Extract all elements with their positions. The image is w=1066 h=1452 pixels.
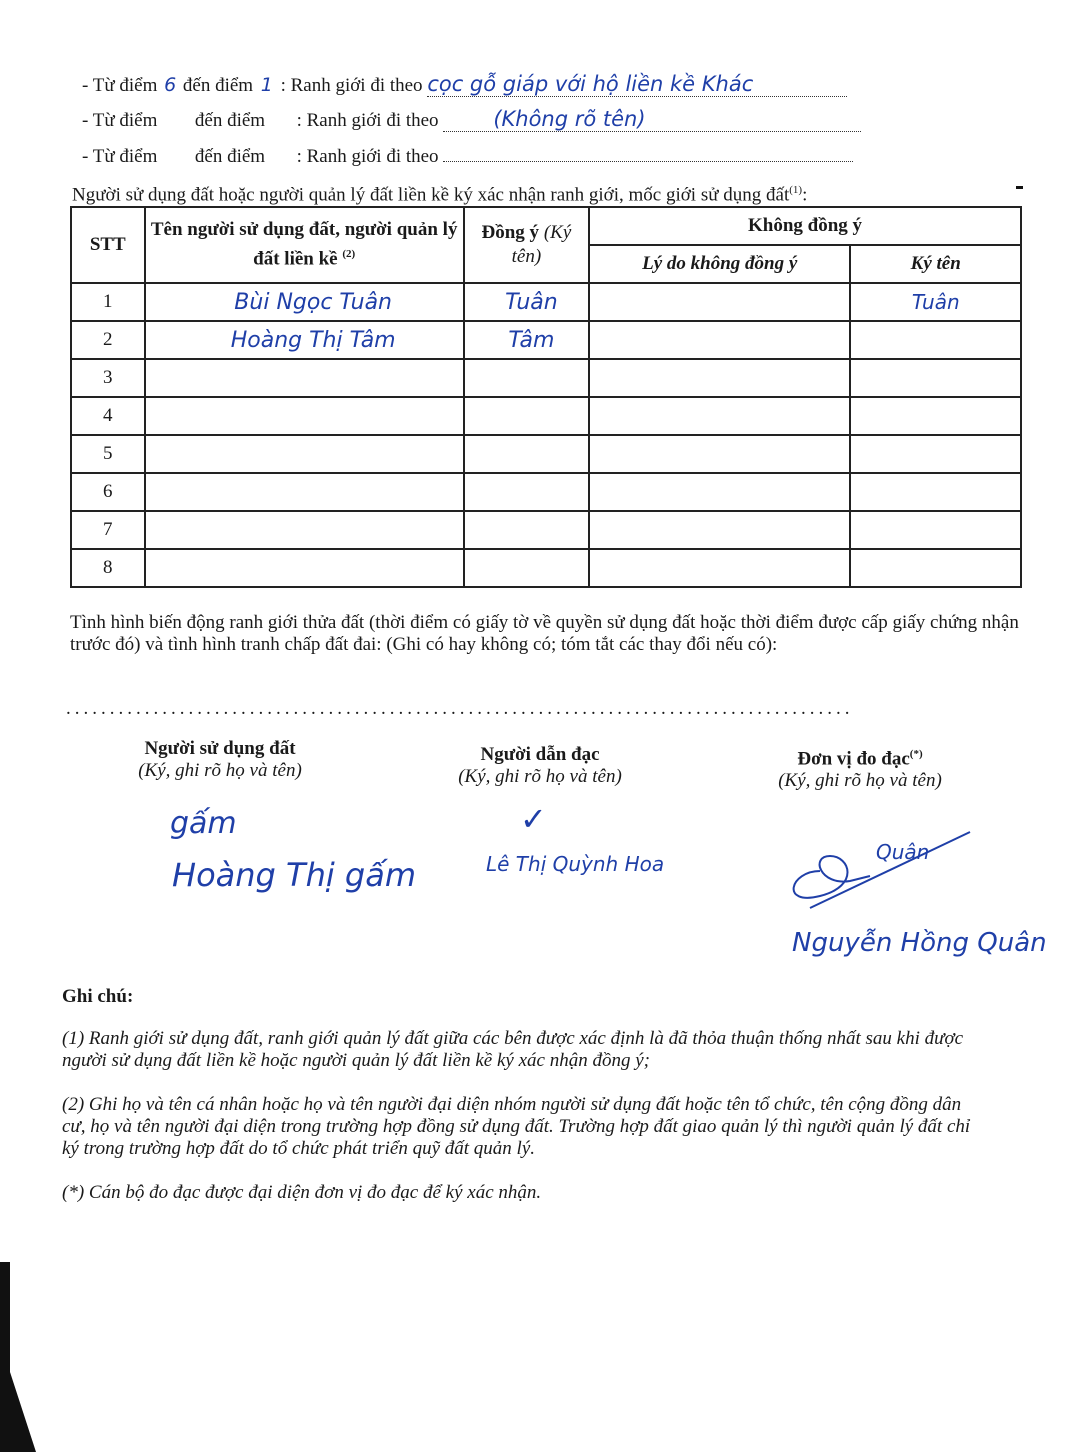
row-name: Hoàng Thị Tâm [145, 321, 464, 359]
sig-title: Đơn vị đo đạc(*) [797, 748, 923, 770]
notes-title: Ghi chú: [62, 986, 134, 1007]
table-row [71, 435, 1021, 473]
sig-sub: (Ký, ghi rõ họ và tên) [138, 760, 302, 781]
note-1: (1) Ranh giới sử dụng đất, ranh giới quản lý đất giữa các bên được xác định là đã thỏa thuận thống nhất sau khi được người sử dụng đất liền kề hoặc người quản lý đất liền kề ký xác nhận đồng ý; [62, 1028, 964, 1071]
changes-paragraph: Tình hình biến động ranh giới thửa đất (thời điểm có giấy tờ về quyền sử dụng đất hoặc thời điểm được cấp giấy chứng nhận trước đó) và tình hình tranh chấp đất đai: (Ghi có hay không có; tóm tắt các thay đổi nếu có): [70, 612, 1019, 655]
row-sign [850, 435, 1021, 473]
row-agree: Tuân [464, 283, 589, 321]
header-stt: STT [71, 207, 145, 283]
table-row [71, 359, 1021, 397]
row-name: Bùi Ngọc Tuân [145, 283, 464, 321]
boundary-label: : Ranh giới đi theo [280, 75, 423, 96]
boundary-line-1 [82, 72, 847, 97]
row-name [145, 435, 464, 473]
guide-name: Lê Thị Quỳnh Hoa [486, 852, 665, 876]
row-name [145, 511, 464, 549]
row-sign: Tuân [850, 283, 1021, 321]
row-agree [464, 511, 589, 549]
row-agree [464, 549, 589, 587]
row-reason [589, 397, 850, 435]
row-reason [589, 359, 850, 397]
row-sign [850, 473, 1021, 511]
to-label: đến điểm [182, 75, 254, 96]
table-row [71, 549, 1021, 587]
table-row [71, 321, 1021, 359]
changes-dotline: .......................................................................................... [66, 698, 854, 719]
row-stt: 6 [71, 473, 145, 511]
from-label: - Từ điểm [82, 110, 158, 131]
row-agree: Tâm [464, 321, 589, 359]
table-row [71, 283, 1021, 321]
to-label: đến điểm [194, 146, 266, 167]
guide-signature: ✓ [520, 800, 547, 838]
boundary-value: (Không rõ tên) [443, 107, 861, 132]
row-agree [464, 397, 589, 435]
row-name [145, 473, 464, 511]
row-agree [464, 359, 589, 397]
boundary-line-3 [82, 143, 853, 168]
to-value: 1 [260, 74, 273, 96]
note-2: (2) Ghi họ và tên cá nhân hoặc họ và tên người đại diện nhóm người sử dụng đất hoặc tên tổ chức, tên cộng đồng dân cư, họ và tên người đại diện trong trường hợp đồng sử dụng đất. Trường hợp đất giao quản lý thì người quản lý đất chỉ ký trong trường hợp đất do tổ chức phát triển quỹ đất quản lý. [62, 1094, 971, 1159]
header-disagree: Không đồng ý [589, 207, 1021, 245]
boundary-label: : Ranh giới đi theo [296, 146, 439, 167]
row-sign [850, 359, 1021, 397]
row-sign [850, 397, 1021, 435]
table-row [71, 511, 1021, 549]
unit-name: Nguyễn Hồng Quân [792, 928, 1047, 958]
sig-block-guide [420, 744, 660, 788]
row-stt: 3 [71, 359, 145, 397]
row-agree [464, 473, 589, 511]
sig-block-unit [750, 748, 970, 792]
header-agree: Đồng ý (Ký tên) [464, 207, 589, 283]
row-name [145, 397, 464, 435]
note-3: (*) Cán bộ đo đạc được đại diện đơn vị đo đạc để ký xác nhận. [62, 1182, 542, 1203]
boundary-line-2 [82, 107, 861, 132]
row-stt: 1 [71, 283, 145, 321]
sig-title: Người dẫn đạc [480, 744, 600, 765]
row-reason [589, 549, 850, 587]
scan-edge-mark [0, 1262, 10, 1452]
row-reason [589, 473, 850, 511]
intro-text: Người sử dụng đất hoặc người quản lý đất liền kề ký xác nhận ranh giới, mốc giới sử dụng đất$^{(1)}$: [72, 184, 808, 206]
from-label: - Từ điểm [82, 146, 158, 167]
row-sign [850, 321, 1021, 359]
to-label: đến điểm [194, 110, 266, 131]
from-value: 6 [164, 74, 177, 96]
unit-signature: Quân [876, 840, 930, 864]
sig-title: Người sử dụng đất [144, 738, 296, 759]
scan-speck [1016, 186, 1023, 189]
sig-block-user [100, 738, 340, 782]
row-reason [589, 511, 850, 549]
boundary-label: : Ranh giới đi theo [296, 110, 439, 131]
row-stt: 5 [71, 435, 145, 473]
table-row [71, 397, 1021, 435]
header-reason: Lý do không đồng ý [589, 245, 850, 283]
row-stt: 7 [71, 511, 145, 549]
row-stt: 2 [71, 321, 145, 359]
header-sign: Ký tên [850, 245, 1021, 283]
user-signature: gấm [170, 806, 237, 841]
row-sign [850, 511, 1021, 549]
table-row [71, 473, 1021, 511]
row-reason [589, 321, 850, 359]
row-sign [850, 549, 1021, 587]
row-name [145, 359, 464, 397]
sig-sub: (Ký, ghi rõ họ và tên) [458, 766, 622, 787]
row-stt: 4 [71, 397, 145, 435]
row-agree [464, 435, 589, 473]
from-label: - Từ điểm [82, 75, 158, 96]
header-name: Tên người sử dụng đất, người quản lý đất liền kề $^{(2)}$ [145, 207, 464, 283]
row-stt: 8 [71, 549, 145, 587]
row-reason [589, 283, 850, 321]
user-name: Hoàng Thị gấm [172, 856, 416, 894]
boundary-value: cọc gỗ giáp với hộ liền kề Khác [427, 72, 847, 97]
boundary-value [443, 143, 853, 162]
scan-edge-mark [10, 1372, 36, 1452]
neighbour-confirmation-table [70, 206, 1022, 588]
row-reason [589, 435, 850, 473]
sig-sub: (Ký, ghi rõ họ và tên) [778, 770, 942, 792]
row-name [145, 549, 464, 587]
